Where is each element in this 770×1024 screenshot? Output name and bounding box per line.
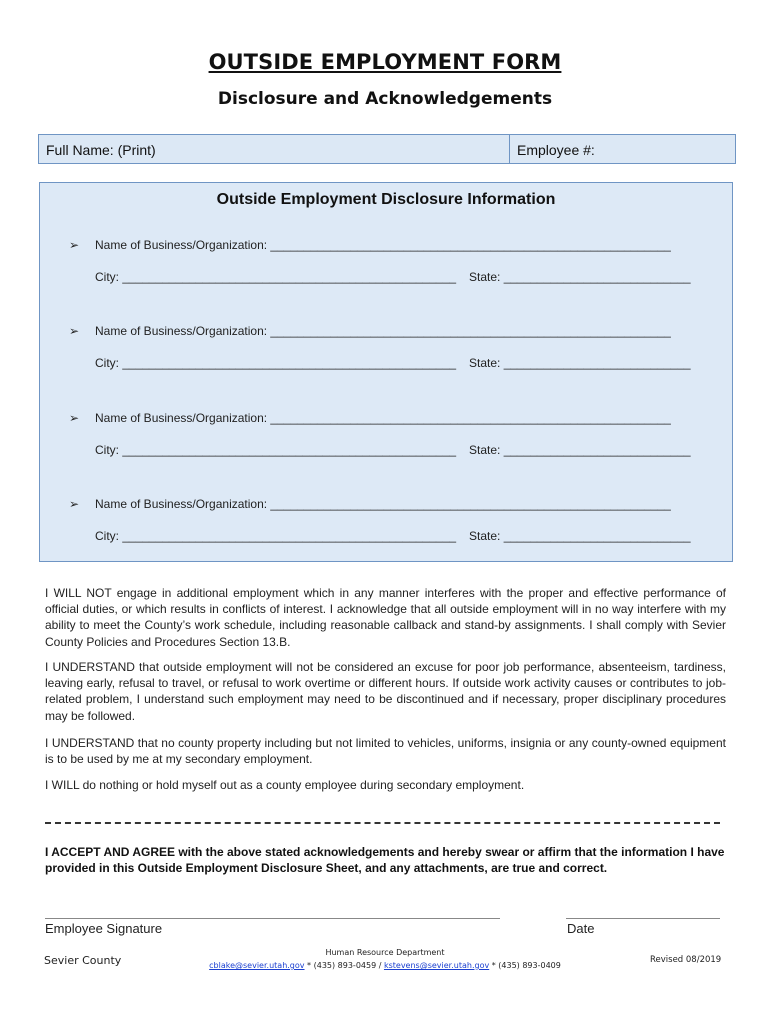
footer-revised: Revised 08/2019	[650, 955, 722, 965]
disclosure-section	[39, 182, 733, 562]
arrow-bullet-icon: ➢	[69, 411, 80, 425]
city-blank: __________________________________________________	[122, 443, 457, 457]
city-blank: __________________________________________________	[122, 270, 457, 284]
business-name-field[interactable]	[95, 238, 671, 252]
business-name-label: Name of Business/Organization:	[95, 411, 271, 425]
city-label: City:	[95, 529, 123, 543]
employee-info-row	[38, 134, 736, 164]
state-blank: ____________________________	[503, 443, 691, 457]
phone-2: * (435) 893-0409	[489, 961, 561, 970]
business-name-label: Name of Business/Organization:	[95, 238, 271, 252]
form-subtitle: Disclosure and Acknowledgements	[217, 89, 553, 109]
employee-signature-label: Employee Signature	[45, 921, 163, 936]
form-title: OUTSIDE EMPLOYMENT FORM	[208, 50, 562, 74]
state-label: State:	[469, 356, 504, 370]
state-blank: ____________________________	[503, 356, 691, 370]
paragraph-understand-property: I UNDERSTAND that no county property including but not limited to vehicles, uniforms, insignia or any county-owned equipment is to be used by me at my secondary employment.	[45, 736, 726, 767]
state-blank: ____________________________	[503, 529, 691, 543]
business-name-field[interactable]	[95, 497, 671, 511]
business-name-field[interactable]	[95, 324, 671, 338]
date-label: Date	[567, 921, 595, 936]
footer-contact	[180, 946, 590, 972]
state-label: State:	[469, 270, 504, 284]
paragraph-understand-performance: I UNDERSTAND that outside employment will not be considered an excuse for poor job performance, absenteeism, tardiness, leaving early, refusal to travel, or refusal to work overtime or different hours. If outside work activity causes or contributes to job-related problem, I understand such employment may need to be discontinued and if necessary, proper disciplinary procedures may be followed.	[45, 660, 726, 723]
city-field[interactable]	[95, 443, 456, 457]
employee-number-label: Employee #:	[517, 142, 595, 158]
business-name-field[interactable]	[95, 411, 671, 425]
state-field[interactable]	[469, 529, 691, 543]
state-field[interactable]	[469, 270, 691, 284]
arrow-bullet-icon: ➢	[69, 238, 80, 252]
city-label: City:	[95, 356, 123, 370]
state-field[interactable]	[469, 443, 691, 457]
arrow-bullet-icon: ➢	[69, 497, 80, 511]
phone-1: * (435) 893-0459 /	[304, 961, 384, 970]
state-blank: ____________________________	[503, 270, 691, 284]
employee-number-field[interactable]	[510, 135, 735, 163]
business-name-blank: ____________________________________________________________	[270, 411, 671, 425]
business-entry-3	[40, 411, 732, 471]
full-name-label: Full Name: (Print)	[46, 142, 156, 158]
state-field[interactable]	[469, 356, 691, 370]
employee-signature-line[interactable]	[45, 918, 500, 919]
acceptance-statement: I ACCEPT AND AGREE with the above stated acknowledgements and hereby swear or affirm that the information I have provided in this Outside Employment Disclosure Sheet, and any attachments, are true and correct.	[45, 845, 725, 876]
paragraph-will-not: I WILL NOT engage in additional employment which in any manner interferes with the proper and effective performance of official duties, or which results in conflicts of interest. I acknowledge that all outside employment will in no way interfere with my ability to meet the County’s work schedule, including reasonable callback and stand-by assignments. I shall comply with Sevier County Policies and Procedures Section 13.B.	[45, 586, 726, 649]
business-entry-4	[40, 497, 732, 557]
email-link-cblake[interactable]: cblake@sevier.utah.gov	[209, 961, 305, 970]
business-name-blank: ____________________________________________________________	[270, 497, 671, 511]
city-label: City:	[95, 270, 123, 284]
business-name-label: Name of Business/Organization:	[95, 324, 271, 338]
city-blank: __________________________________________________	[122, 356, 457, 370]
footer-department: Human Resource Department	[325, 948, 445, 957]
city-field[interactable]	[95, 270, 456, 284]
city-blank: __________________________________________________	[122, 529, 457, 543]
city-field[interactable]	[95, 529, 456, 543]
city-label: City:	[95, 443, 123, 457]
business-name-blank: ____________________________________________________________	[270, 238, 671, 252]
state-label: State:	[469, 529, 504, 543]
dashed-divider	[45, 822, 720, 824]
arrow-bullet-icon: ➢	[69, 324, 80, 338]
business-name-label: Name of Business/Organization:	[95, 497, 271, 511]
email-link-kstevens[interactable]: kstevens@sevier.utah.gov	[383, 961, 490, 970]
business-entry-1	[40, 238, 732, 298]
full-name-field[interactable]	[39, 135, 510, 163]
footer-county: Sevier County	[44, 954, 122, 967]
city-field[interactable]	[95, 356, 456, 370]
disclosure-heading: Outside Employment Disclosure Information	[216, 191, 556, 208]
business-name-blank: ____________________________________________________________	[270, 324, 671, 338]
paragraph-will-do-nothing: I WILL do nothing or hold myself out as a county employee during secondary employment.	[45, 778, 525, 792]
business-entry-2	[40, 324, 732, 384]
footer-contact-line	[180, 959, 590, 972]
date-line[interactable]	[566, 918, 720, 919]
state-label: State:	[469, 443, 504, 457]
